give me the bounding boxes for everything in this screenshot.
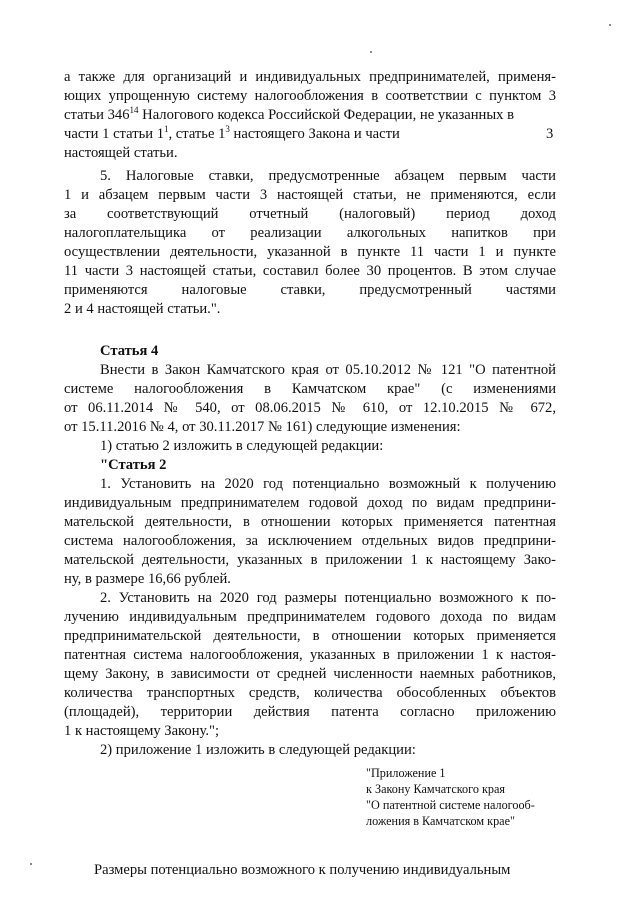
text-line: от 15.11.2016 № 4, от 30.11.2017 № 161) следующие изменения: [64,419,461,435]
appendix-note-line: к Закону Камчатского края [366,782,505,796]
text-line: ну, в размере 16,66 рублей. [64,571,231,587]
text-line: количества транспортных средств, количества обособленных объектов [64,685,556,701]
text-line: применяются налоговые ставки, предусмотренный частями [64,282,556,298]
text-line: мательской деятельности, в отношении которых применяется патентная [64,514,556,530]
superscript: 1 [164,124,169,134]
scan-speck [609,24,611,26]
list-item: 2) приложение 1 изложить в следующей редакции: [100,742,416,758]
article-heading: Статья 4 [100,343,159,359]
text-line: (площадей), территории действия патента согласно приложению [64,704,556,720]
text-fragment: статьи 346 [64,107,130,123]
text-line: 2. Установить на 2020 год размеры потенциально возможного к по- [100,590,556,606]
text-line: 2 и 4 настоящей статьи.". [64,301,221,317]
text-line: осуществлении деятельности, указанной в пункте 11 части 1 и пункте [64,244,556,260]
text-line: от 06.11.2014 № 540, от 08.06.2015 № 610, от 12.10.2015 № 672, [64,400,556,416]
text-line [64,125,556,144]
text-line: налогоплательщика от реализации алкогольных напитков при [64,225,556,241]
text-line: 1. Установить на 2020 год потенциально возможный к получению [100,476,556,492]
superscript: 14 [129,105,139,115]
text-line: система налогообложения, за исключением отдельных видов предприни- [64,533,556,549]
text-fragment: , статье 1 [168,126,226,142]
text-line: настоящей статьи. [64,145,178,161]
text-fragment: 3 [546,126,554,142]
superscript: 3 [225,124,230,134]
text-line: предпринимательской деятельности, в отношении которых применяется [64,628,556,644]
text-fragment: Налогового кодекса Российской Федерации, не указанных в [138,107,514,123]
text-line: ющих упрощенную систему налогообложения в соответствии с пунктом 3 [64,88,556,104]
scan-speck [370,51,372,53]
appendix-note-line: "Приложение 1 [366,766,446,780]
text-line: патентная система налогообложения, указанных в приложении 1 к настоя- [64,647,556,663]
text-line: индивидуальным предпринимателем годовой доход по видам предприни- [64,495,556,511]
text-fragment: части 1 статьи 1 [64,126,164,142]
text-line: за соответствующий отчетный (налоговый) период доход [64,206,556,222]
text-line: системе налогообложения в Камчатском крае" (с изменениями [64,381,556,397]
text-line: 5. Налоговые ставки, предусмотренные абзацем первым части [100,168,556,184]
article-heading: "Статья 2 [100,457,167,473]
text-line: 1 и абзацем первым части 3 настоящей статьи, не применяются, если [64,187,556,203]
text-line: 11 части 3 настоящей статьи, составил более 30 процентов. В этом случае [64,263,556,279]
appendix-note-line: ложения в Камчатском крае" [366,814,515,828]
list-item: 1) статью 2 изложить в следующей редакции: [100,438,384,454]
text-line: мательской деятельности, указанных в приложении 1 к настоящему Зако- [64,552,556,568]
text-line: щему Закону, в зависимости от средней численности наемных работников, [64,666,556,682]
text-line: Внести в Закон Камчатского края от 05.10.2012 № 121 "О патентной [100,362,556,378]
text-line: лучению индивидуальным предпринимателем годового дохода по видам [64,609,556,625]
scan-speck [30,863,32,865]
text-fragment: настоящего Закона и части [229,126,400,142]
table-title: Размеры потенциально возможного к получению индивидуальным [94,862,511,878]
text-line: 1 к настоящему Закону."; [64,723,220,739]
text-line: а также для организаций и индивидуальных предпринимателей, применя- [64,69,556,85]
appendix-note-line: "О патентной системе налогооб- [366,798,535,812]
text-line [64,106,560,125]
